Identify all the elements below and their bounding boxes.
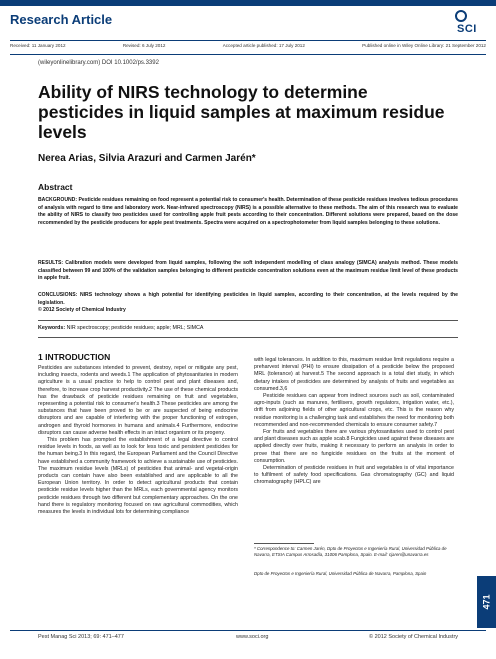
sci-logo-mark-icon (455, 10, 467, 22)
intro-paragraph: Determination of pesticide residues in fruit and vegetables is of vital importance to fulfilment of safety food specifications. Gas chromatography (GC) and liquid chromatography (HPLC) are (254, 465, 454, 486)
footer-rule (10, 630, 486, 631)
abstract-copyright: © 2012 Society of Chemical Industry (38, 307, 126, 314)
introduction-heading: 1 INTRODUCTION (38, 352, 111, 362)
abstract-background: BACKGROUND: Pesticide residues remaining on food represent a potential risk to consumer's health. Determination of these pesticide residues involves tedious procedures of analysis with regard to time and laboratory work. Near-infrared spectroscopy (NIRS) is a possible alternative to these methods. The aim of this research was to evaluate the ability of NIRS to classify two pesticides used for controlling apple fruit pests according to their concentration. Different solutions were prepared, based on the dose recommended by the pesticide producers for apple pest treatments. Spectra were acquired on a spectrophotometer from liquid samples belonging to these solutions. (38, 197, 458, 226)
footer-copyright: © 2012 Society of Chemical Industry (369, 634, 459, 640)
doi-line: (wileyonlinelibrary.com) DOI 10.1002/ps.3392 (38, 60, 159, 66)
footer-website: www.soci.org (236, 634, 269, 640)
abstract-heading: Abstract (38, 182, 73, 192)
online-date: Published online in Wiley Online Library: 21 September 2012 (362, 43, 486, 48)
abstract-conclusions (38, 292, 458, 315)
intro-paragraph: Pesticides are substances intended to prevent, destroy, repel or mitigate any pest, including insects, rodents and weeds.1 The application of phytosanitaries in modern agriculture is a usual practice to help to control pest and plant diseases and, therefore, to increase crop harvest productivity.2 The use of these chemical products has the drawback of pesticide residues remaining on fruit and vegetables, representing a potential risk to consumer's health.3 These pesticides are among the substances that have been proved to be or are suspected of being endocrine disruptors and are capable of interfering with the proper functioning of estrogen, androgen and thyroid hormones in humans and animals.4 Furthermore, endocrine disruptors can cause adverse health effects in an intact organism or its progeny. (38, 365, 238, 436)
revised-date: Revised: 6 July 2012 (122, 43, 166, 48)
header-rule-bottom (10, 54, 486, 55)
keywords-label: Keywords: (38, 325, 66, 331)
header-rule-top (10, 40, 486, 41)
footer-journal: Pest Manag Sci 2013; 69: 471–477 (38, 634, 124, 640)
conclusions-text: CONCLUSIONS: NIRS technology shows a high potential for identifying pesticides in liquid samples, according to their concentration, at the levels required by the legislation. (38, 292, 458, 306)
sci-logo (451, 10, 487, 36)
page-number (477, 578, 496, 626)
received-date: Received: 11 January 2012 (10, 43, 66, 48)
sci-logo-text: SCI (457, 23, 477, 35)
intro-paragraph: This problem has prompted the establishment of a legal directive to control residue levels in foods, as well as to look for less toxic and persistent pesticides for the human being.3 In this regard, the European Parliament and the Council Directive have established a community framework to achieve a sustainable use of pesticides. The maximum residue levels (MRLs) of pesticides that animal- and vegetal-origin products can contain have also been established and are applicable to all the European Union territory. In order to detect agricultural products that contain pesticide residue levels higher than the MRLs, each governmental agency monitors pesticide residues through two different but complementary approaches. On the one hand there is regulatory monitoring focused on raw agricultural commodities, which measures the levels in individual lots for determining compliance (38, 437, 238, 516)
intro-column-right (254, 357, 454, 487)
accepted-date: Accepted article published: 17 July 2012 (222, 43, 305, 48)
intro-paragraph: with legal tolerances. In addition to this, maximum residue limit regulations require a preharvest interval (PHI) to ensure dissipation of a pesticide below the proposed MRL (tolerance) at harvest.5 The second approach is a total diet study, in which dietary intakes of pesticides are determined by analysis of fruits and vegetables as consumed.3,6 (254, 357, 454, 392)
section-label: Research Article (10, 12, 113, 27)
keywords-rule-bottom (38, 337, 458, 338)
correspondence-footnote: * Correspondence to: Carmen Jarén, Dpto de Proyectos e Ingeniería Rural, Universidad Pública de Navarra, ETSIA Campus Arrosadía, 31006 Pamplona, Spain. E-mail: cjaren@unavarra.es (254, 546, 447, 558)
intro-column-left (38, 365, 238, 516)
abstract-results: RESULTS: Calibration models were developed from liquid samples, following the soft independent modelling of class analogy (SIMCA) analysis method. These models classified between 99 and 100% of the validation samples belonging to different pesticide concentration solutions even at the maximum residue limit level of these products in apple fruit. (38, 260, 458, 282)
intro-paragraph: For fruits and vegetables there are various phytosanitaries used to control pest and plant diseases such as apple scab.8 Fungicides used against these diseases are applied directly over fruits, making it necessary to perform an analysis in order to prove that there are no fungicide residues on the fruits at the moment of consumption. (254, 429, 454, 464)
intro-paragraph: Pesticide residues can appear from indirect sources such as soil, contaminated agro-inputs (such as manures, fertilisers, growth regulators, irrigation water, etc.), drift from adjoining fields of other agricultural crops, etc. This is the reason why residue monitoring is a challenging task and establishes the need for monitoring both recommended and non-recommended chemicals to ensure consumer safety.7 (254, 393, 454, 428)
keywords-line (38, 325, 203, 331)
keywords-rule-top (38, 320, 458, 321)
header-top-bar (0, 0, 496, 6)
article-authors: Nerea Arias, Silvia Arazuri and Carmen Jarén* (38, 153, 256, 164)
affiliation-footnote: Dpto de Proyectos e Ingeniería Rural, Universidad Pública de Navarra, Pamplona, Spain (254, 571, 427, 576)
publication-dates (10, 43, 486, 53)
footnote-rule (254, 543, 314, 544)
keywords-text: NIR spectroscopy; pesticide residues; apple; MRL; SIMCA (65, 325, 204, 331)
page-number-text: 471 (481, 594, 492, 610)
article-title: Ability of NIRS technology to determine pesticides in liquid samples at maximum residue levels (38, 82, 445, 142)
